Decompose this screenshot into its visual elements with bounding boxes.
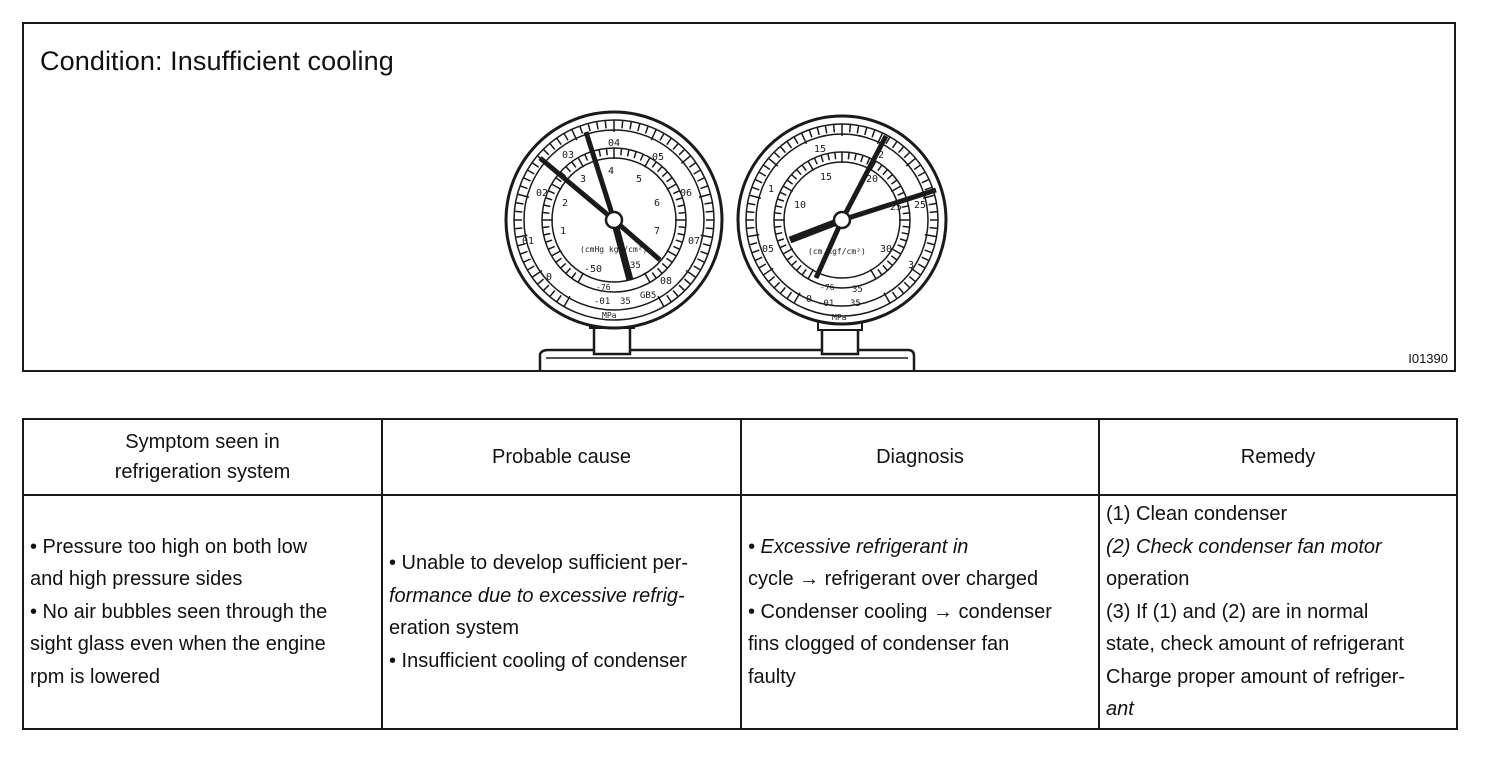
manifold-gauge-illustration xyxy=(24,24,1454,370)
high-gauge-neck xyxy=(822,328,858,354)
remedy-line: (3) If (1) and (2) are in normal xyxy=(1106,600,1369,623)
gauge-tick xyxy=(542,212,549,213)
symptom-line: • No air bubbles seen through the xyxy=(30,600,328,623)
gauge-tick xyxy=(606,148,607,155)
high-outer-label: 2 xyxy=(878,150,885,161)
gauge-tick xyxy=(930,212,938,213)
diagnosis-line: • Condenser cooling → condenser xyxy=(748,600,1052,623)
low-unit-inner: (cmHg kgf/cm²) xyxy=(580,245,648,254)
remedy-line: (1) Clean condenser xyxy=(1106,503,1288,526)
high-inner-label: 10 xyxy=(794,200,807,211)
header-text: Probable cause xyxy=(492,446,631,468)
symptom-line: • Pressure too high on both low xyxy=(30,535,308,558)
cause-cell xyxy=(382,495,741,729)
low-outer-label: 04 xyxy=(608,138,621,149)
gauge-tick xyxy=(835,152,836,159)
high-inner-label: 25 xyxy=(890,202,903,213)
low-outer-label: 02 xyxy=(536,188,549,199)
high-bottom-label: 35 xyxy=(850,299,861,309)
gauge-tick xyxy=(605,120,606,128)
remedy-line: operation xyxy=(1106,568,1190,591)
low-inner-label: 7 xyxy=(654,226,661,237)
remedy-cell xyxy=(1099,495,1457,729)
high-unit-outer: MPa xyxy=(832,313,847,322)
low-inner-label: 3 xyxy=(580,174,587,185)
gauge-tick xyxy=(514,211,522,212)
cause-line: • Insufficient cooling of condenser xyxy=(389,649,687,672)
symptom-cell xyxy=(23,495,382,729)
high-inner-label: 20 xyxy=(866,174,879,185)
header-text: Diagnosis xyxy=(876,446,964,468)
high-bottom-label: -01 xyxy=(818,299,835,309)
gauge-tick xyxy=(679,227,686,228)
low-outer-label: 03 xyxy=(562,150,575,161)
header-remedy xyxy=(1099,419,1457,495)
remedy-line: (2) Check condenser fan motor xyxy=(1106,535,1382,558)
symptom-line: and high pressure sides xyxy=(30,568,243,591)
high-gauge-hub xyxy=(834,212,850,228)
low-gauge-neck xyxy=(594,326,630,354)
low-outer-label: 01 xyxy=(522,236,535,247)
low-bottom-label: 35 xyxy=(620,297,631,307)
high-inner-label: 35 xyxy=(852,285,863,295)
diagnosis-cell xyxy=(741,495,1099,729)
troubleshooting-table xyxy=(22,418,1458,730)
gauge-figure xyxy=(22,22,1456,372)
gauge-tick xyxy=(903,226,910,227)
gauge-tick xyxy=(850,124,851,132)
high-unit-inner: (cm kgf/cm²) xyxy=(808,247,866,256)
high-inner-label: -76 xyxy=(820,283,835,292)
header-symptom xyxy=(23,419,382,495)
low-unit-outer: MPa xyxy=(602,311,617,320)
high-inner-label: 15 xyxy=(820,172,833,183)
remedy-line: ant xyxy=(1106,698,1134,721)
gauge-tick xyxy=(706,211,714,212)
diagnosis-line: faulty xyxy=(748,665,796,688)
low-inner-label: 5 xyxy=(636,174,643,185)
symptom-line: rpm is lowered xyxy=(30,665,161,688)
table-row xyxy=(23,495,1457,729)
high-outer-label: 05 xyxy=(762,244,775,255)
gauge-tick xyxy=(706,228,714,229)
low-gauge-hub xyxy=(606,212,622,228)
gauge-tick xyxy=(930,228,938,229)
table-header-row xyxy=(23,419,1457,495)
high-outer-label: 0 xyxy=(806,294,813,305)
low-inner-label: 2 xyxy=(562,198,569,209)
remedy-line: state, check amount of refrigerant xyxy=(1106,633,1404,656)
low-outer-label: 05 xyxy=(652,152,665,163)
gauge-tick xyxy=(848,152,849,159)
gauge-tick xyxy=(774,213,781,214)
high-outer-label: 15 xyxy=(814,144,827,155)
header-text: Symptom seen in xyxy=(125,431,280,453)
low-outer-label: 06 xyxy=(680,188,693,199)
cause-line: • Unable to develop sufficient per- xyxy=(389,552,689,574)
low-bottom-label: -01 xyxy=(594,297,611,307)
low-inner-label: -76 xyxy=(596,283,611,292)
figure-id: I01390 xyxy=(1408,351,1448,366)
remedy-line: Charge proper amount of refriger- xyxy=(1106,665,1406,688)
gauge-tick xyxy=(746,228,754,229)
gauge-tick xyxy=(621,148,622,155)
header-text: Remedy xyxy=(1240,446,1316,468)
cause-line: formance due to excessive refrig- xyxy=(389,584,685,607)
diagnosis-line: cycle → refrigerant over charged xyxy=(748,568,1039,591)
gauge-tick xyxy=(903,213,910,214)
high-inner-label: 30 xyxy=(880,244,893,255)
diagnosis-line: fins clogged of condenser fan xyxy=(748,633,1010,656)
low-side-label: GB5 xyxy=(640,291,657,301)
symptom-line: sight glass even when the engine xyxy=(30,633,326,656)
gauge-tick xyxy=(774,226,781,227)
header-text: refrigeration system xyxy=(114,461,291,483)
low-outer-label: 07 xyxy=(688,236,701,247)
low-outer-label: 08 xyxy=(660,276,673,287)
gauge-tick xyxy=(542,227,549,228)
high-outer-label: 25 xyxy=(914,200,927,211)
low-inner-label: 1 xyxy=(560,226,567,237)
low-inner-label: -50 xyxy=(584,264,603,275)
high-outer-label: 1 xyxy=(768,184,775,195)
gauge-tick xyxy=(514,228,522,229)
gauge-tick xyxy=(622,120,623,128)
low-inner-label: 4 xyxy=(608,166,615,177)
cause-line: eration system xyxy=(389,617,520,639)
gauge-tick xyxy=(679,212,686,213)
high-outer-label: 3 xyxy=(908,260,915,271)
low-outer-label: 0 xyxy=(546,272,553,283)
gauge-tick xyxy=(834,124,835,132)
low-inner-label: 6 xyxy=(654,198,661,209)
low-side-label: 35 xyxy=(630,261,641,271)
header-probable-cause xyxy=(382,419,741,495)
gauge-tick xyxy=(746,212,754,213)
diagnosis-line: • Excessive refrigerant in xyxy=(748,535,969,558)
condition-title: Condition: Insufficient cooling xyxy=(40,46,394,76)
header-diagnosis xyxy=(741,419,1099,495)
